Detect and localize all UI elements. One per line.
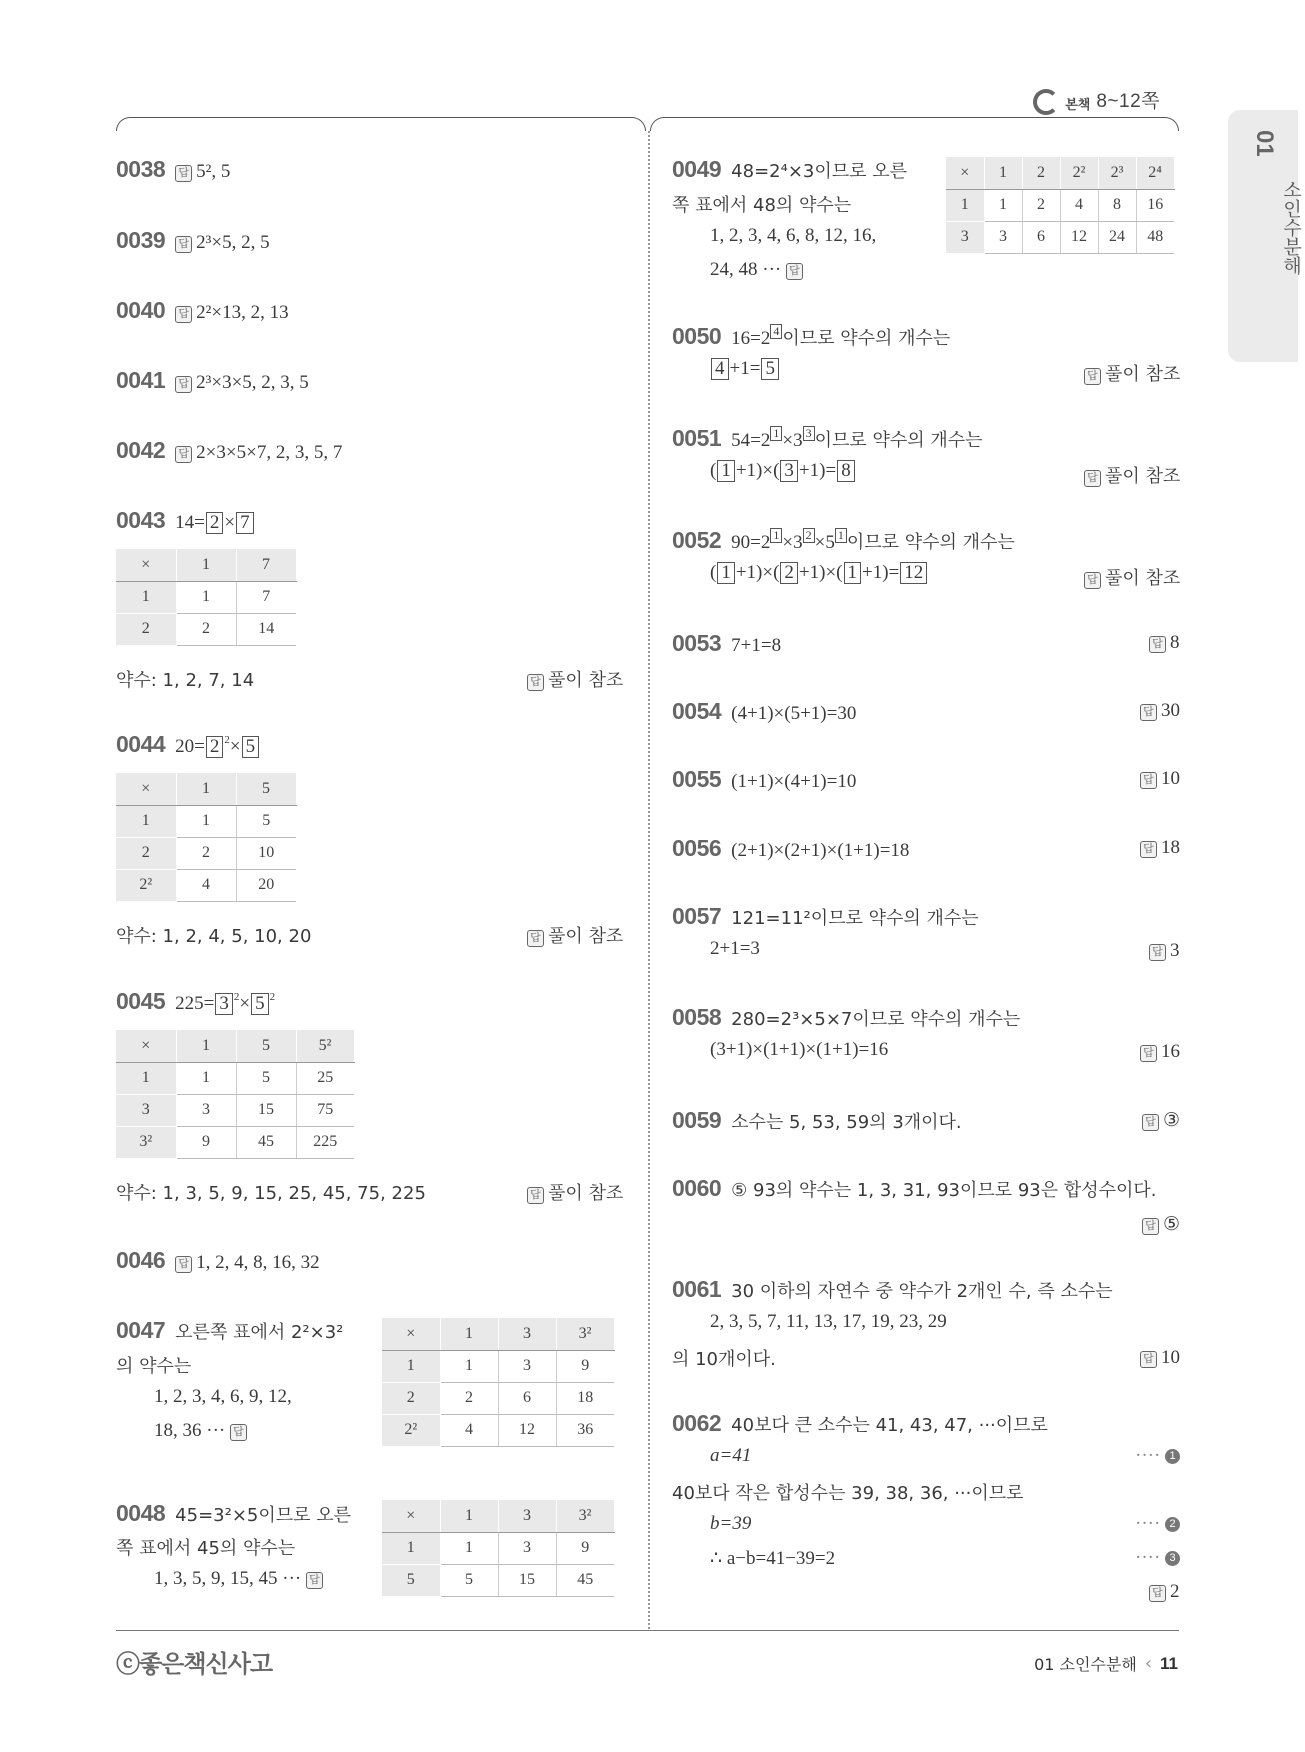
book-label: 본책 <box>1065 97 1091 112</box>
chevron-left-icon: ‹ <box>1144 1653 1153 1674</box>
problem-0060: 0060 ⑤ 93의 약수는 1, 3, 31, 93이므로 93은 합성수이다. <box>672 1175 1157 1201</box>
result-0043: 답 풀이 참조 <box>527 666 623 692</box>
chapter-number: 01 <box>1251 130 1278 157</box>
problem-0059: 0059 소수는 5, 53, 59의 3개이다. <box>672 1107 962 1133</box>
result-0051: 답 풀이 참조 <box>1084 462 1180 488</box>
problem-0049-line2: 쪽 표에서 48의 약수는 <box>672 195 852 216</box>
step-marker-2: ···· 2 <box>1135 1513 1180 1535</box>
divisors-0043: 약수: 1, 2, 7, 14 <box>116 670 255 691</box>
footer-chapter: 01 소인수분해 <box>1034 1655 1137 1674</box>
problem-0050: 0050 16=2 4 이므로 약수의 개수는 <box>672 323 951 349</box>
divisors-0045: 약수: 1, 3, 5, 9, 15, 25, 45, 75, 225 <box>116 1183 426 1204</box>
return-arrow-icon <box>1033 89 1059 115</box>
problem-0048-line2: 쪽 표에서 45의 약수는 <box>116 1538 296 1559</box>
answer-icon: 답 <box>175 165 192 182</box>
problem-0057-line2: 2+1=3 <box>710 938 760 959</box>
problem-0047-line4: 18, 36 ··· 답 <box>154 1420 251 1442</box>
problem-0062-line2: a=41 <box>710 1445 752 1466</box>
problem-0046: 0046 답 1, 2, 4, 8, 16, 32 <box>116 1247 320 1273</box>
divisor-table-0047: × 1 3 3² 1 1 3 9 2 2 6 18 2² 4 12 36 <box>382 1318 615 1447</box>
answer-icon: 답 <box>175 306 192 323</box>
answer-0054: 답 30 <box>1140 700 1180 722</box>
problem-0051-line2: ( 1 +1)×( 3 +1)= 8 <box>710 460 856 482</box>
answer-0056: 답 18 <box>1140 837 1180 859</box>
problem-0047: 0047 오른쪽 표에서 2²×3² <box>116 1317 344 1343</box>
problem-0054: 0054 (4+1)×(5+1)=30 <box>672 698 857 724</box>
footer-rule <box>116 1630 1179 1631</box>
problem-0055: 0055 (1+1)×(4+1)=10 <box>672 766 857 792</box>
problem-0061-line2: 2, 3, 5, 7, 11, 13, 17, 19, 23, 29 <box>710 1311 947 1332</box>
problem-0057: 0057 121=11²이므로 약수의 개수는 <box>672 903 979 929</box>
answer-icon: 답 <box>175 236 192 253</box>
result-0044: 답 풀이 참조 <box>527 922 623 948</box>
page-number: 11 <box>1160 1653 1178 1673</box>
problem-0061: 0061 30 이하의 자연수 중 약수가 2개인 수, 즉 소수는 <box>672 1276 1113 1302</box>
page-reference <box>1033 86 1160 113</box>
problem-0048: 0048 45=3²×5이므로 오른 <box>116 1500 352 1526</box>
result-0052: 답 풀이 참조 <box>1084 564 1180 590</box>
problem-0062-line3: 40보다 작은 합성수는 39, 38, 36, ···이므로 <box>672 1483 1024 1504</box>
step-marker-1: ···· 1 <box>1135 1445 1180 1467</box>
problem-0058: 0058 280=2³×5×7이므로 약수의 개수는 <box>672 1004 1021 1030</box>
column-divider <box>648 131 650 1629</box>
problem-0051: 0051 54=2 1 ×3 3 이므로 약수의 개수는 <box>672 425 983 451</box>
answer-0060: 답 ⑤ <box>1142 1213 1180 1236</box>
problem-0038: 0038 답 5², 5 <box>116 156 231 182</box>
problem-0039: 0039 답 2³×5, 2, 5 <box>116 227 270 253</box>
problem-0062-line5: ∴ a−b=41−39=2 <box>710 1548 836 1569</box>
answer-0058: 답 16 <box>1140 1041 1180 1063</box>
answer-icon: 답 <box>175 446 192 463</box>
problem-0044: 0044 20= 2 $^2$× 5 <box>116 731 260 758</box>
problem-0056: 0056 (2+1)×(2+1)×(1+1)=18 <box>672 835 910 861</box>
footer-page-info <box>1034 1652 1178 1675</box>
publisher-logo: ⓒ좋은책신사고 <box>116 1650 273 1678</box>
problem-0050-line2: 4 +1= 5 <box>710 358 780 380</box>
problem-0043: 0043 14= 2 × 7 <box>116 507 255 534</box>
divisor-table-0048: × 1 3 3² 1 1 3 9 5 5 15 45 <box>382 1500 615 1597</box>
right-column-frame <box>650 117 1179 131</box>
left-column-frame <box>116 117 646 131</box>
divisor-table-0043: × 1 7 1 1 7 2 2 14 <box>116 549 297 646</box>
chapter-side-tab <box>1228 110 1302 362</box>
answer-icon: 답 <box>175 1256 192 1273</box>
problem-0045: 0045 225= 3 $^2$× 5 $^2$ <box>116 988 276 1014</box>
problem-0062-line4: b=39 <box>710 1513 752 1534</box>
divisors-0044: 약수: 1, 2, 4, 5, 10, 20 <box>116 926 312 947</box>
problem-0058-line2: (3+1)×(1+1)×(1+1)=16 <box>710 1039 889 1060</box>
answer-icon: 답 <box>175 376 192 393</box>
answer-0059: 답 ③ <box>1142 1109 1180 1132</box>
problem-0061-line3: 의 10개이다. <box>672 1349 776 1370</box>
chapter-title: 소인수분해 <box>1280 180 1302 275</box>
problem-0040: 0040 답 2²×13, 2, 13 <box>116 297 289 323</box>
divisor-table-0044: × 1 5 1 1 5 2 2 10 2² 4 20 <box>116 773 297 902</box>
problem-0047-line2: 의 약수는 <box>116 1356 192 1377</box>
answer-0061: 답 10 <box>1140 1347 1180 1369</box>
problem-0062: 0062 40보다 큰 소수는 41, 43, 47, ···이므로 <box>672 1410 1048 1436</box>
answer-0055: 답 10 <box>1140 768 1180 790</box>
problem-0047-line3: 1, 2, 3, 4, 6, 9, 12, <box>154 1386 292 1407</box>
answer-0053: 답 8 <box>1149 632 1180 654</box>
problem-0042: 0042 답 2×3×5×7, 2, 3, 5, 7 <box>116 437 343 463</box>
divisor-table-0049: × 1 2 2² 2³ 2⁴ 1 1 2 4 8 16 3 3 6 12 24 48 <box>946 157 1175 254</box>
result-0050: 답 풀이 참조 <box>1084 360 1180 386</box>
problem-0053: 0053 7+1=8 <box>672 630 782 656</box>
problem-0041: 0041 답 2³×3×5, 2, 3, 5 <box>116 367 309 393</box>
result-0045: 답 풀이 참조 <box>527 1179 623 1205</box>
problem-0048-line3: 1, 3, 5, 9, 15, 45 ··· 답 <box>154 1568 327 1590</box>
step-marker-3: ···· 3 <box>1135 1547 1180 1569</box>
answer-0057: 답 3 <box>1149 940 1180 962</box>
problem-0049-line4: 24, 48 ··· 답 <box>710 259 807 281</box>
problem-0049: 0049 48=2⁴×3이므로 오른 <box>672 156 908 182</box>
problem-0049-line3: 1, 2, 3, 4, 6, 8, 12, 16, <box>710 225 877 246</box>
divisor-table-0045: × 1 5 5² 1 1 5 25 3 3 15 75 3² 9 45 225 <box>116 1030 355 1159</box>
answer-0062: 답 2 <box>1149 1581 1180 1603</box>
problem-0052-line2: ( 1 +1)×( 2 +1)×( 1 +1)= 12 <box>710 562 928 584</box>
problem-0052: 0052 90=2 1 ×3 2 ×5 1 이므로 약수의 개수는 <box>672 527 1015 553</box>
page-range: 8~12쪽 <box>1096 91 1160 112</box>
